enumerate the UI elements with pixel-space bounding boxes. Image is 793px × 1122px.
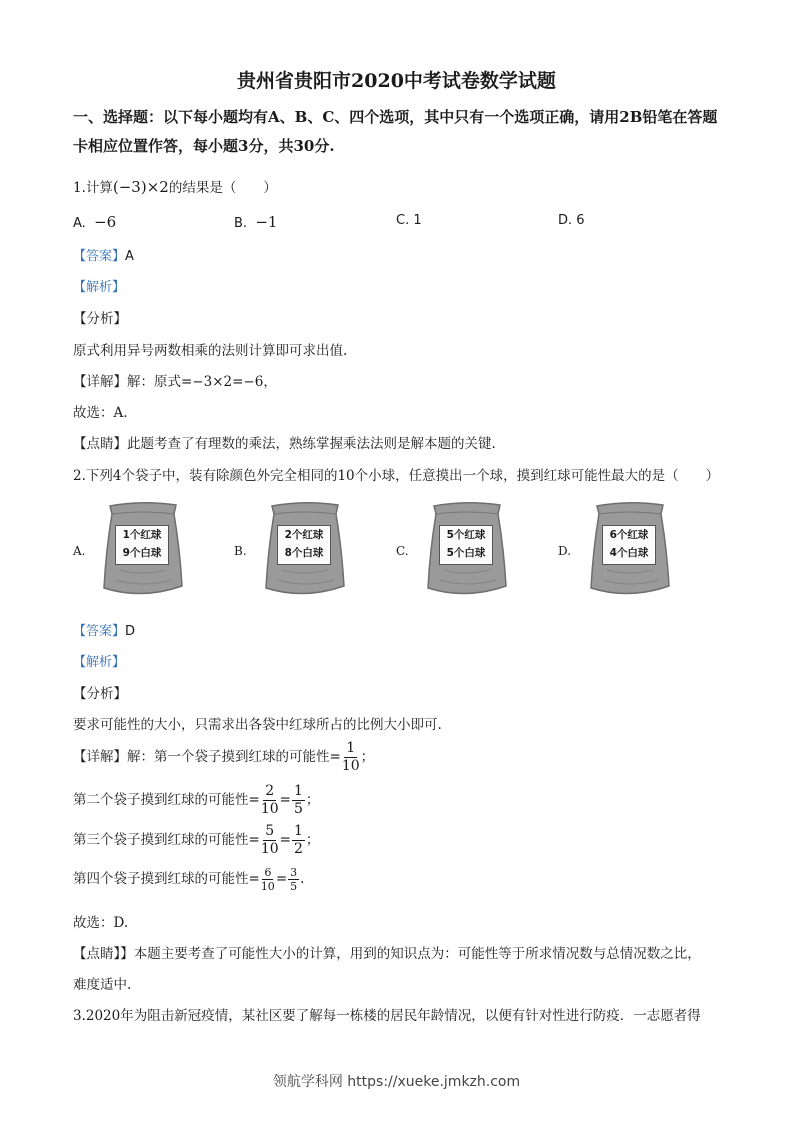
q2-option-d-letter: D. [558,544,572,558]
q2-choose: 故选：D. [73,915,129,931]
detail-text: 第四个袋子摸到红球的可能性= [73,871,260,887]
q1-fenxi-tag: 【分析】 [73,311,127,327]
numerator: 1 [293,783,303,799]
q2-bag-a [100,500,184,600]
q1-option-value: −1 [255,213,278,231]
q3-stem: 3.2020年为阻击新冠疫情，某社区要了解每一栋楼的居民年龄情况，以便有针对性进行防疫．一志愿者得 [73,1008,701,1024]
answer-tag: 【答案】 [73,624,126,639]
fraction [261,783,279,818]
q2-detail-1: 【详解】解：第一个袋子摸到红球的可能性= $\frac{1}{10}$ ； [73,740,375,774]
q2-detail-2: 第二个袋子摸到红球的可能性= $\frac{2}{10}$ = $\frac{1}{5}$ ； [73,783,320,817]
fraction [261,823,279,858]
denominator: 10 [260,841,279,857]
q2-detail-3: 第三个袋子摸到红球的可能性= $\frac{5}{10}$ = $\frac{1}{2}$ ； [73,823,320,857]
bag-label [115,525,169,565]
q1-option-letter: A. [73,216,86,231]
q1-option-a [73,213,116,231]
fraction [261,866,275,893]
q1-fenxi-text: 原式利用异号两数相乘的法则计算即可求出值. [73,343,348,359]
q1-stem-math: (−3)×2 [112,178,169,196]
denominator: 10 [341,758,360,774]
q1-choose: 故选：A. [73,405,128,421]
q2-bag-d [587,500,671,600]
q1-option-c [396,213,422,228]
q1-comment: 【点睛】此题考查了有理数的乘法，熟练掌握乘法法则是解本题的关键. [73,436,496,452]
q1-option-value: −6 [94,213,117,231]
q1-option-letter: D. [558,213,573,228]
q1-option-letter: B. [234,216,248,231]
q2-option-a-letter: A. [73,544,86,558]
q2-option-b-letter: B. [234,544,247,558]
white-count: 8个白球 [284,547,324,559]
numerator: 5 [265,823,275,839]
q1-option-value: 6 [576,213,585,228]
fraction [292,783,305,818]
numerator: 3 [290,866,298,879]
q1-option-letter: C. [396,213,410,228]
q2-detail-4: 第四个袋子摸到红球的可能性= $\frac{6}{10}$ = $\frac{3}{5}$ . [73,866,305,893]
answer-value: A [125,249,134,264]
q2-comment-2: 难度适中. [73,977,132,993]
numerator: 2 [265,783,275,799]
denominator: 2 [293,841,303,857]
q2-fenxi-tag: 【分析】 [73,686,127,702]
red-count: 1个红球 [122,529,162,541]
q2-comment-1: 【点睛】】本题主要考查了可能性大小的计算，用到的知识点为：可能性等于所求情况数与总情况数之比， [73,946,701,962]
q1-stem-suffix: 的结果是（ ） [168,180,277,196]
q1-answer [73,245,134,264]
answer-tag: 【答案】 [73,249,126,264]
fraction [292,823,305,858]
page-title: 贵州省贵阳市2020中考试卷数学试题 [237,70,556,92]
numerator: 1 [293,823,303,839]
numerator: 1 [346,740,356,756]
q1-option-value: 1 [413,213,422,228]
red-count: 6个红球 [609,529,649,541]
q2-stem: 2.下列4个袋子中，装有除颜色外完全相同的10个小球，任意摸出一个球，摸到红球可能性最大的是（ ） [73,468,720,484]
q2-option-c-letter: C. [396,544,409,558]
denominator: 5 [293,801,303,817]
fraction [342,740,360,775]
q1-detail: 【详解】解：原式=−3×2=−6， [73,374,277,390]
white-count: 4个白球 [609,547,649,559]
q1-analysis-tag: 【解析】 [73,280,126,295]
denominator: 10 [260,801,279,817]
q1-option-d [558,213,585,228]
bag-label [602,525,656,565]
bag-label [277,525,331,565]
answer-value: D [125,624,136,639]
denominator: 10 [260,880,275,893]
detail-text: 第三个袋子摸到红球的可能性= [73,832,260,848]
red-count: 5个红球 [446,529,486,541]
red-count: 2个红球 [284,529,324,541]
white-count: 9个白球 [122,547,162,559]
white-count: 5个白球 [446,547,486,559]
fraction [288,866,299,893]
page-footer: 领航学科网 https://xueke.jmkzh.com [272,1074,521,1090]
q1-stem-prefix: 1.计算 [73,180,113,196]
bag-label [439,525,493,565]
q1-stem [73,176,277,196]
q2-bag-b [262,500,346,600]
q2-fenxi-text: 要求可能性的大小，只需求出各袋中红球所占的比例大小即可. [73,717,442,733]
numerator: 6 [264,866,272,879]
denominator: 5 [290,880,298,893]
detail-text: 【详解】解：第一个袋子摸到红球的可能性= [73,749,341,765]
q2-answer [73,620,135,639]
detail-text: 第二个袋子摸到红球的可能性= [73,792,260,808]
q2-analysis-tag: 【解析】 [73,655,126,670]
section-heading: 一、选择题：以下每小题均有A、B、C、四个选项，其中只有一个选项正确，请用2B铅笔在答题卡相应位置作答，每小题3分，共30分. [73,108,718,155]
q2-bag-c [424,500,508,600]
q1-option-b [234,213,277,231]
